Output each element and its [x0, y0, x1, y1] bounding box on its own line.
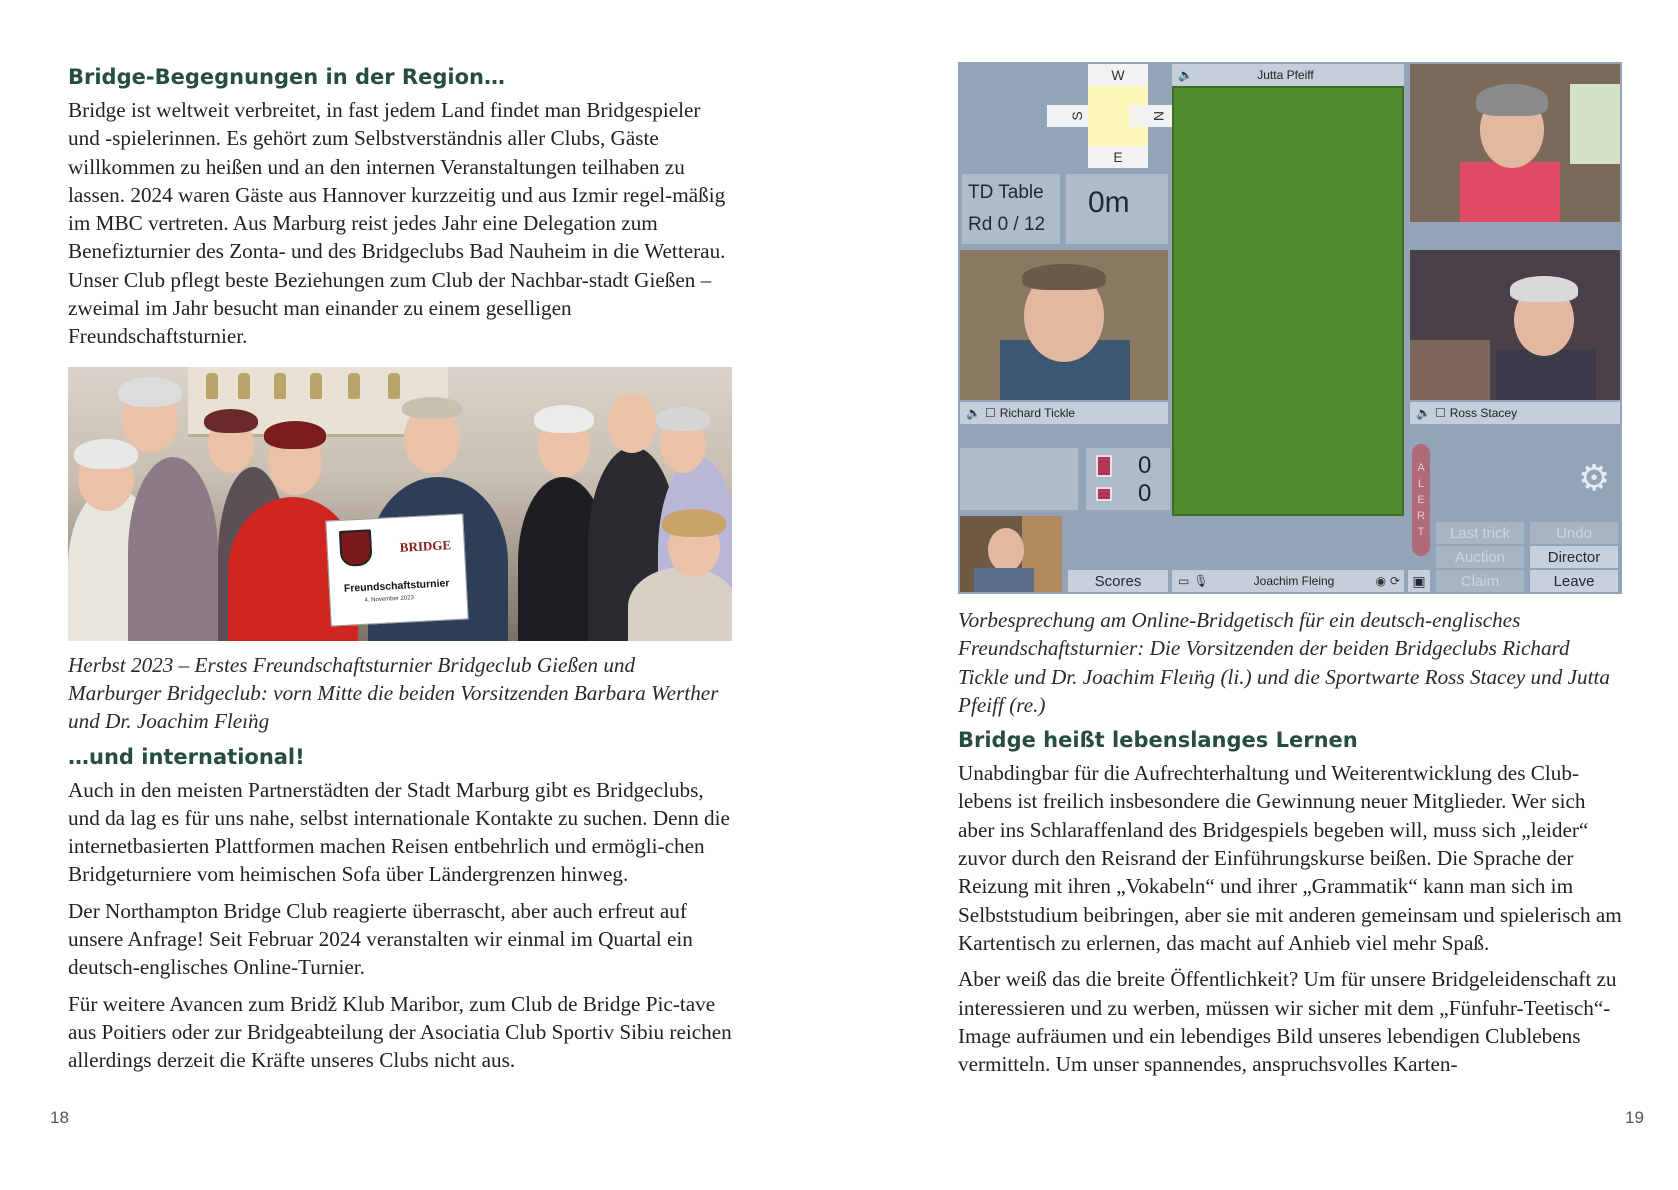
speaker-icon[interactable]: 🔈: [1178, 68, 1193, 82]
vulnerability-marker-a: [1096, 455, 1112, 477]
timer-value: 0m: [1088, 186, 1130, 219]
paragraph-learning-1: Unabdingbar für die Aufrechterhaltung und Weiterentwicklung des Club-lebens ist freilich insbesondere die Gewinnung neuer Mitglieder. Wer sich aber ins Schlaraffenland des Bridgespiels begeben will, muss sich „leider“ zuvor durch den Reisrand der Einführungskurse beißen. Die Sprache der Reizung mit ihren „Vokabeln“ und ihrer „Grammatik“ kann man sich im Selbststudium beibringen, aber sie mit anderen gemeinsam und spielerisch am Kartentisch zu erlernen, das macht auf Anhieb viel mehr Spaß.: [958, 761, 1622, 955]
section-heading-international: …und international!: [68, 744, 305, 769]
sign-title: Freundschaftsturnier: [343, 576, 450, 595]
section-heading-region: Bridge-Begegnungen in der Region…: [68, 65, 505, 89]
speaker-icon[interactable]: 🔈: [1416, 406, 1431, 420]
card-table-felt: [1172, 86, 1404, 516]
player-name-bottom: Joachim Fleing: [1253, 574, 1335, 588]
auction-button[interactable]: Auction: [1436, 546, 1524, 568]
club-crest-icon: [339, 529, 373, 567]
right-page: [839, 0, 1678, 1190]
director-button[interactable]: Director: [1530, 546, 1618, 568]
last-trick-button[interactable]: Last trick: [1436, 522, 1524, 544]
bridge-logo: BRIDGE: [399, 536, 452, 555]
photo-caption-left: Herbst 2023 – Erstes Freundschaftsturnier Bridgeclub Gießen und Marburger Bridgeclub: vorn Mitte die beiden Vorsitzenden Barbara Werther und Dr. Joachim Fleı̈ng: [68, 652, 719, 734]
td-table-label: TD Table: [968, 182, 1044, 203]
player-name-left: Richard Tickle: [999, 406, 1076, 420]
layout-icon[interactable]: ▣: [1408, 570, 1430, 592]
chat-icon[interactable]: ☐: [1434, 406, 1446, 420]
player-name-top: Jutta Pfeiff: [1257, 68, 1314, 82]
vulnerability-marker-b: [1096, 487, 1112, 501]
player-bar-left[interactable]: [960, 402, 1168, 424]
leave-button[interactable]: Leave: [1530, 570, 1618, 592]
alert-button[interactable]: A L E R T: [1412, 444, 1430, 556]
table-info-panel: [962, 174, 1060, 244]
paragraph-international-2: Der Northampton Bridge Club reagierte überrascht, aber auch erfreut auf unsere Anfrage! Seit Februar 2024 veranstalten wir einmal im Quartal ein deutsch-englisches Online-Turnier.: [68, 898, 693, 980]
tournament-sign: [325, 513, 468, 626]
scores-button[interactable]: Scores: [1068, 570, 1168, 592]
paragraph-international-3: Für weitere Avancen zum Bridž Klub Maribor, zum Club de Bridge Pic-tave aus Poitiers oder zur Bridgeabteilung der Asociatia Club Sportiv Sibiu reichen allerdings derzeit die Kräfte unseres Clubs nicht aus.: [68, 991, 732, 1073]
compass-south: S: [1047, 105, 1107, 127]
score-panel: [1086, 448, 1170, 510]
online-bridge-screenshot: [958, 62, 1622, 594]
player-bar-bottom[interactable]: [1172, 570, 1404, 592]
chat-icon[interactable]: ☐: [984, 406, 996, 420]
screenshot-caption-right: Vorbesprechung am Online-Bridgetisch für ein deutsch-englisches Freundschaftsturnier: Die Vorsitzenden der beiden Bridgeclubs Richard Tickle und Dr. Joachim Fleı̈ng (li.) und die Sportwarte Ross Stacey und Jutta Pfeiff (re.): [958, 608, 1610, 717]
page-number-left: 18: [50, 1108, 69, 1127]
video-left: [960, 250, 1168, 400]
paragraph-region: Bridge ist weltweit verbreitet, in fast jedem Land findet man Bridgespieler und -spielerinnen. Es gehört zum Selbstverständnis aller Clubs, Gäste willkommen zu heißen und an den internen Veranstaltungen teilhaben zu lassen. 2024 waren Gäste aus Hannover kurzzeitig und aus Izmir regel-mäßig im MBC vertreten. Aus Marburg reist jedes Jahr eine Delegation zum Benefizturnier des Zonta- und des Bridgeclubs Bad Nauheim in die Wetterau. Unser Club pflegt beste Beziehungen zum Club der Nachbar-stadt Gießen – zweimal im Jahr besucht man einander zu einem geselligen Freundschaftsturnier.: [68, 98, 726, 349]
round-label: Rd 0 / 12: [968, 214, 1046, 235]
compass-north: N: [1129, 105, 1189, 127]
claim-button[interactable]: Claim: [1436, 570, 1524, 592]
left-column: [68, 62, 732, 1083]
section-heading-learning: Bridge heißt lebenslanges Lernen: [958, 728, 1358, 753]
video-right: [1410, 250, 1620, 400]
timer-panel: [1066, 174, 1168, 244]
video-bottom-left: [960, 516, 1062, 592]
score-b: 0: [1138, 480, 1152, 507]
settings-gear-icon[interactable]: ⚙: [1578, 457, 1611, 498]
sign-date: 4. November 2023: [364, 594, 415, 604]
score-a: 0: [1138, 452, 1152, 479]
page-number-right: 19: [1625, 1108, 1644, 1127]
undo-button[interactable]: Undo: [1530, 522, 1618, 544]
speaker-icon[interactable]: 🔈: [966, 406, 981, 420]
camera-icon[interactable]: ▭: [1178, 574, 1190, 588]
right-column: [958, 62, 1622, 1086]
blank-panel: [960, 448, 1078, 510]
compass: [1066, 64, 1170, 168]
paragraph-learning-2: Aber weiß das die breite Öffentlichkeit? Um für unsere Bridgeleidenschaft zu interessieren und zu werben, müssen wir sicher mit dem „Fünfuhr-Teetisch“-Image aufräumen und ein lebendiges Bild unseres lebendigen Clublebens vermitteln. Um unser spannendes, anspruchsvolles Karten-: [958, 967, 1617, 1077]
player-bar-right[interactable]: [1410, 402, 1620, 424]
compass-west: W: [1088, 64, 1148, 86]
compass-east: E: [1088, 146, 1148, 168]
video-top-right: [1410, 64, 1620, 222]
paragraph-international-1: Auch in den meisten Partnerstädten der Stadt Marburg gibt es Bridgeclubs, und da lag es für uns nahe, selbst internationale Kontakte zu suchen. Denn die internetbasierten Plattformen machen Reisen entbehrlich und ermögli-chen Bridgeturniere vom heimischen Sofa über Ländergrenzen hinweg.: [68, 777, 730, 887]
player-bar-top[interactable]: [1172, 64, 1404, 86]
group-photo: [68, 367, 732, 641]
eye-icon[interactable]: ◉: [1375, 574, 1386, 588]
player-name-right: Ross Stacey: [1449, 406, 1518, 420]
refresh-icon[interactable]: ⟳: [1389, 574, 1400, 588]
microphone-icon[interactable]: 🎙: [1193, 574, 1209, 588]
